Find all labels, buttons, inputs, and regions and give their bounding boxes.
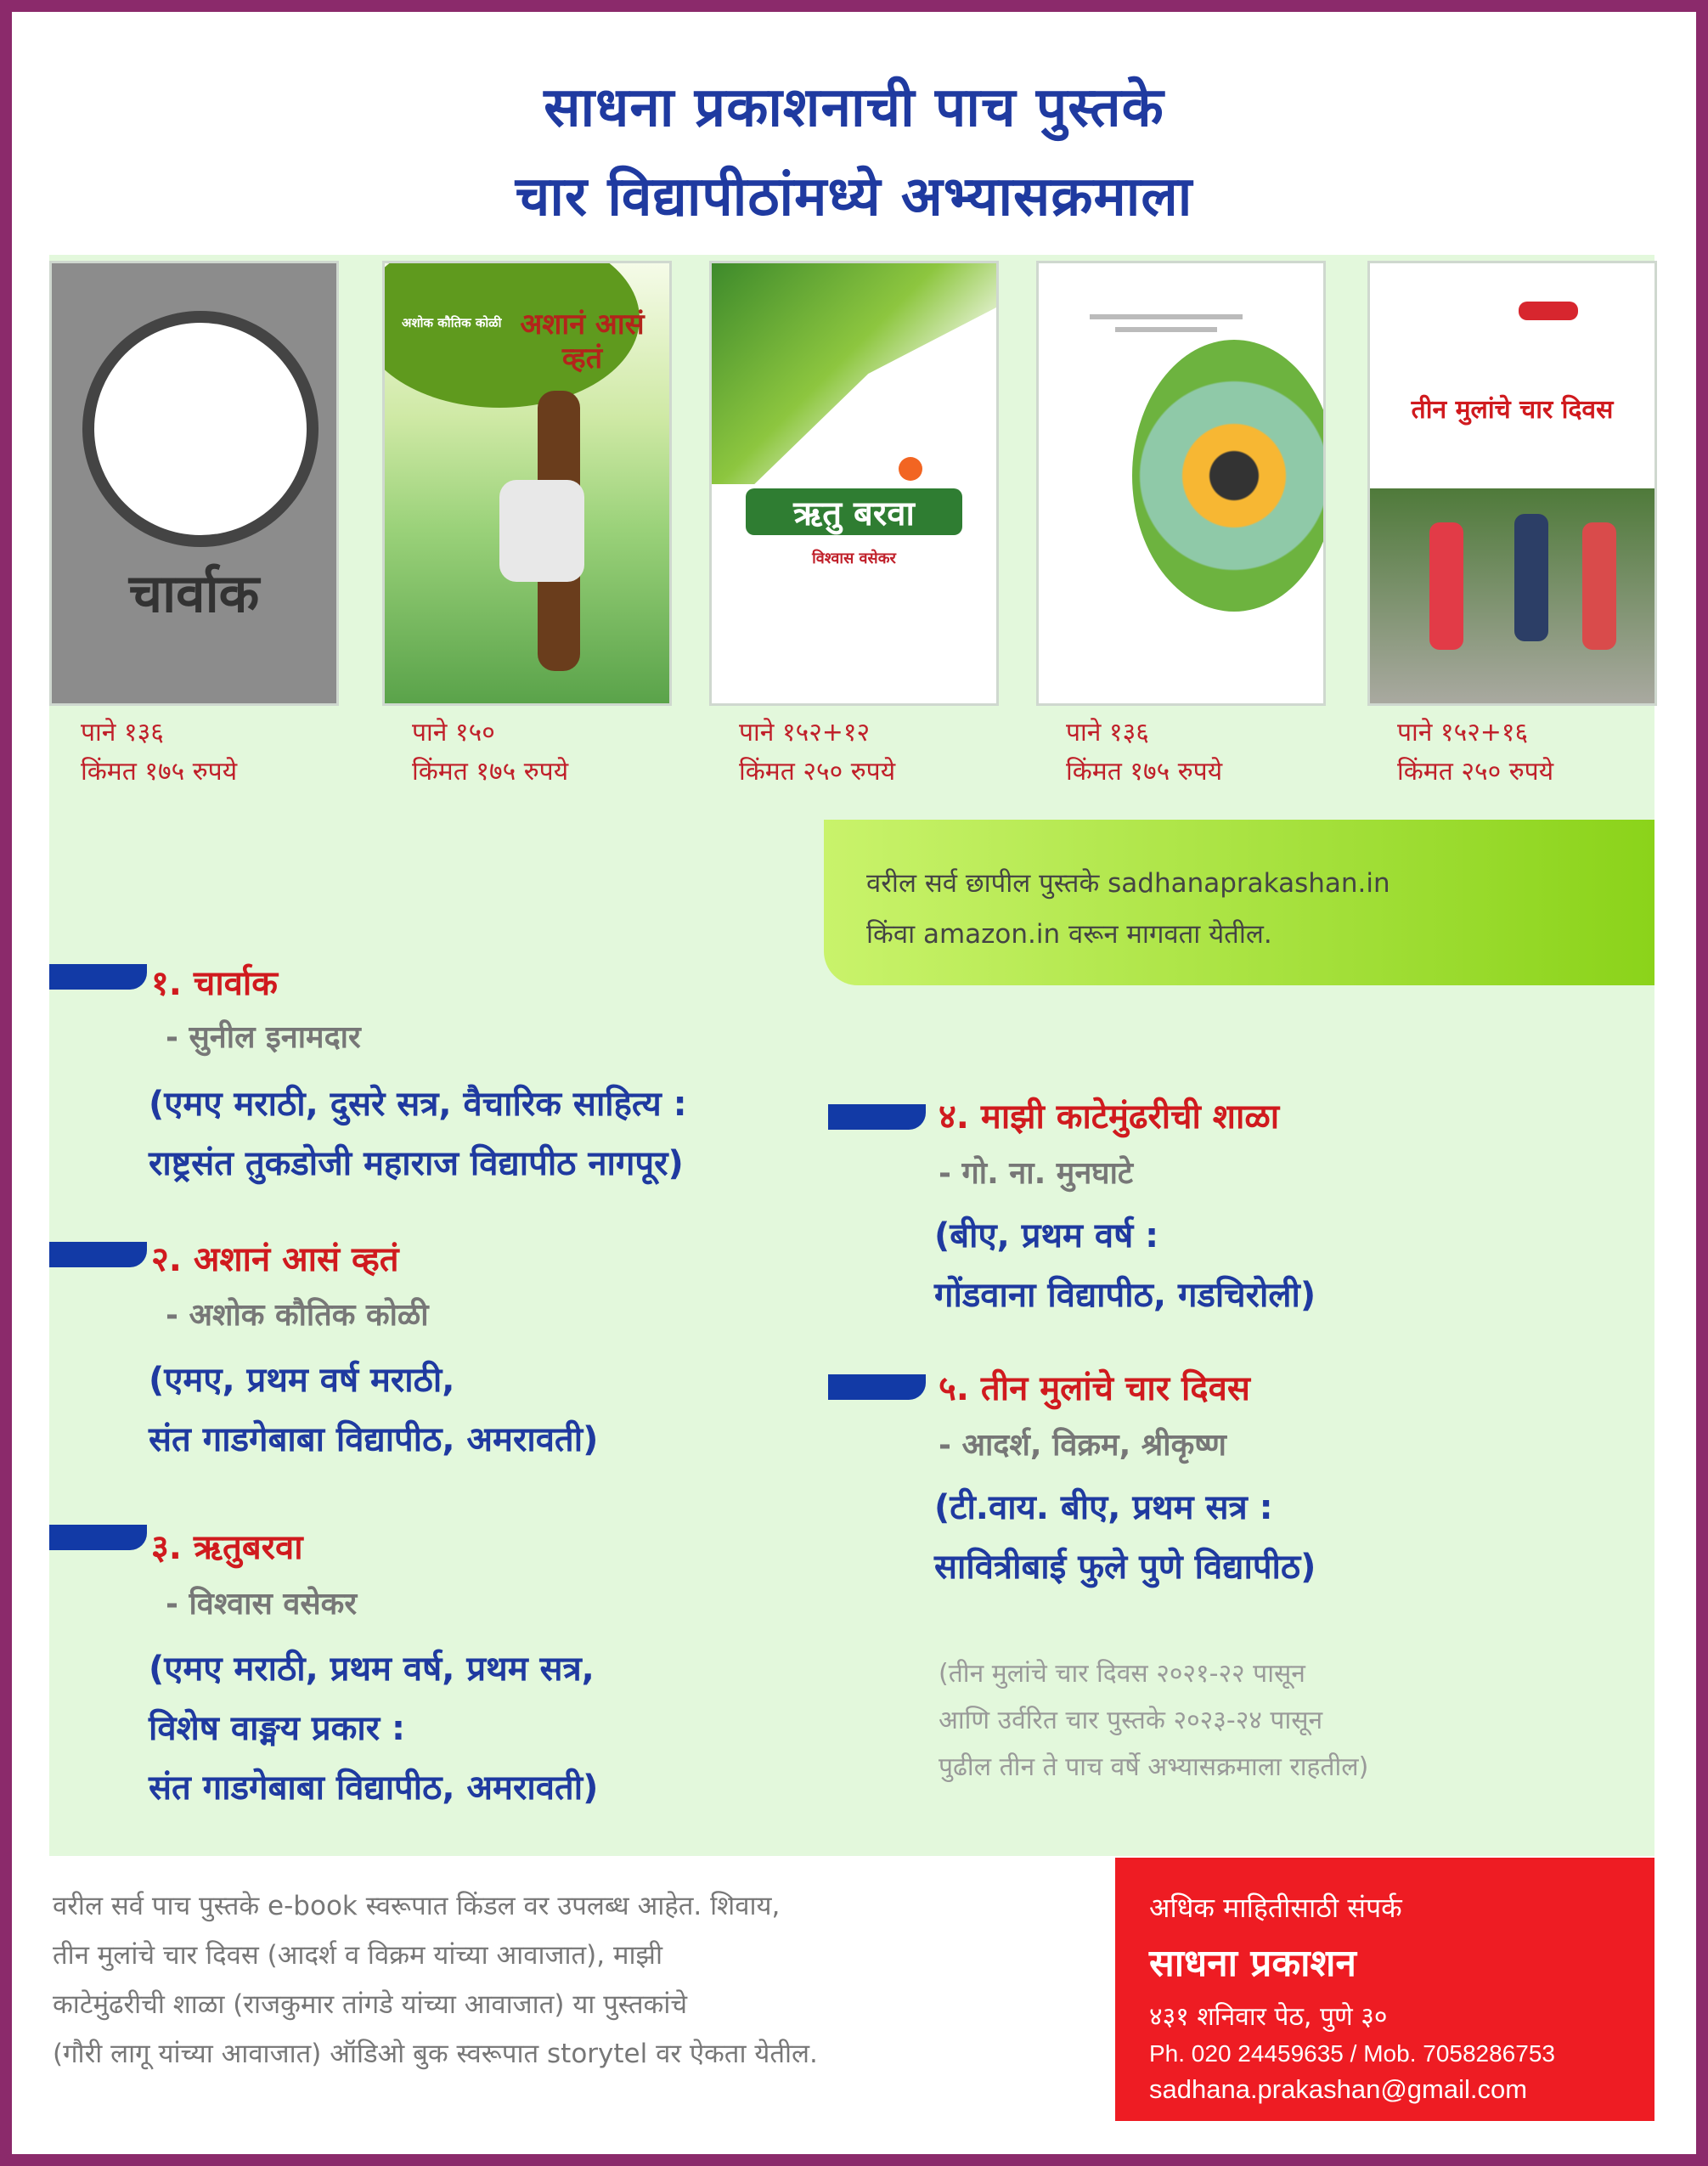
cover-rutubarva: [709, 261, 999, 706]
book-3-title: ३. ऋतुबरवा: [151, 1528, 303, 1567]
cover-author: अशोक कौतिक कोळी: [402, 315, 502, 330]
cover-katemundhari: [1036, 261, 1326, 706]
price-info-1: [81, 714, 237, 792]
publisher-phone: Ph. 020 24459635 / Mob. 7058286753: [1149, 2040, 1555, 2067]
publisher-address: ४३१ शनिवार पेठ, पुणे ३०: [1149, 2002, 1388, 2032]
cover-title: तीन मुलांचे चार दिवस: [1411, 395, 1614, 425]
eye-art: [1132, 340, 1326, 612]
course-line: गोंडवाना विद्यापीठ, गडचिरोली): [934, 1276, 1316, 1315]
sitting-boy: [499, 480, 584, 582]
pages-label: पाने १५२+१२: [739, 718, 871, 747]
publisher-email[interactable]: sadhana.prakashan@gmail.com: [1149, 2074, 1528, 2104]
price-info-5: [1397, 714, 1553, 792]
price-info-3: [739, 714, 895, 792]
course-line: सावित्रीबाई फुले पुणे विद्यापीठ): [934, 1548, 1316, 1587]
price-label: किंमत १७५ रुपये: [412, 757, 569, 787]
cover-title: अशानं आसं व्हतं: [520, 307, 645, 375]
cover-text-line: [1115, 327, 1217, 332]
online-order-box: [824, 820, 1654, 985]
book-4-author: - गो. ना. मुनघाटे: [939, 1156, 1134, 1191]
sun-dot: [899, 457, 922, 481]
note-line: वरील सर्व पाच पुस्तके e-book स्वरूपात किंडल वर उपलब्ध आहेत. शिवाय,: [53, 1891, 781, 1921]
course-line: संत गाडगेबाबा विद्यापीठ, अमरावती): [149, 1768, 599, 1808]
pages-label: पाने १५०: [412, 718, 495, 747]
note-line: काटेमुंढरीची शाळा (राजकुमार तांगडे यांच्या आवाजात) या पुस्तकांचे: [53, 1989, 688, 2020]
course-line: संत गाडगेबाबा विद्यापीठ, अमरावती): [149, 1420, 599, 1459]
note-line: पुढील तीन ते पाच वर्षे अभ्यासक्रमाला राहतील): [939, 1752, 1369, 1782]
book-1-title: १. चार्वाक: [151, 964, 279, 1003]
cover-title: ऋतु बरवा: [746, 488, 962, 535]
contact-box: [1115, 1858, 1654, 2121]
helicopter-icon: [1519, 302, 1578, 320]
cover-charvak: [49, 261, 339, 706]
note-line: आणि उर्वरित चार पुस्तके २०२३-२४ पासून: [939, 1706, 1323, 1735]
marker-tab: [49, 1242, 147, 1267]
publisher-name: साधना प्रकाशन: [1149, 1942, 1356, 1985]
cover-author: विश्वास वसेकर: [812, 550, 896, 567]
book-3-author: - विश्वास वसेकर: [166, 1587, 358, 1622]
course-line: (एमए मराठी, प्रथम वर्ष, प्रथम सत्र,: [149, 1650, 595, 1689]
course-line: राष्ट्रसंत तुकडोजी महाराज विद्यापीठ नागपूर): [149, 1144, 684, 1183]
book-2-course: [149, 1351, 598, 1469]
book-2-author: - अशोक कौतिक कोळी: [166, 1298, 429, 1333]
price-label: किंमत २५० रुपये: [1397, 757, 1554, 787]
order-line-1: वरील सर्व छापील पुस्तके sadhanaprakashan.in: [866, 868, 1390, 899]
leaves-art: [712, 263, 996, 484]
note-line: (गौरी लागू यांच्या आवाजात) ऑडिओ बुक स्वरूपात storytel वर ऐकता येतील.: [53, 2039, 818, 2069]
book-5-author: - आदर्श, विक्रम, श्रीकृष्ण: [939, 1428, 1226, 1463]
headline-line-1: साधना प्रकाशनाची पाच पुस्तके: [544, 76, 1164, 139]
course-line: विशेष वाङ्मय प्रकार :: [149, 1709, 406, 1748]
price-info-2: [412, 714, 568, 792]
book-5-title: ५. तीन मुलांचे चार दिवस: [939, 1369, 1250, 1408]
pages-label: पाने १३६: [81, 718, 164, 747]
price-info-4: [1066, 714, 1222, 792]
course-line: (एमए मराठी, दुसरे सत्र, वैचारिक साहित्य :: [149, 1085, 687, 1124]
price-label: किंमत १७५ रुपये: [81, 757, 238, 787]
note-line: तीन मुलांचे चार दिवस (आदर्श व विक्रम यांच्या आवाजात), माझी: [53, 1940, 663, 1971]
course-line: (बीए, प्रथम वर्ष :: [934, 1216, 1159, 1255]
book-1-course: [149, 1075, 687, 1193]
cyclists-photo: [1370, 488, 1654, 703]
headline-line-2: चार विद्यापीठांमध्ये अभ्यासक्रमाला: [515, 166, 1193, 228]
pages-label: पाने १५२+१६: [1397, 718, 1529, 747]
book-3-course: [149, 1639, 598, 1818]
syllabus-period-note: [939, 1650, 1368, 1791]
book-4-course: [934, 1206, 1316, 1325]
marker-tab: [828, 1104, 926, 1130]
person-figure: [1514, 514, 1548, 641]
marker-tab: [49, 964, 147, 990]
cover-teen-mulanche: [1367, 261, 1657, 706]
course-line: (टी.वाय. बीए, प्रथम सत्र :: [934, 1488, 1273, 1527]
order-line-2: किंवा amazon.in वरून मागवता येतील.: [866, 919, 1272, 950]
price-label: किंमत १७५ रुपये: [1066, 757, 1223, 787]
book-1-author: - सुनील इनामदार: [166, 1020, 361, 1055]
person-figure: [1429, 522, 1463, 650]
cover-title: चार्वाक: [128, 562, 260, 624]
marker-tab: [828, 1374, 926, 1400]
person-figure: [1582, 522, 1616, 650]
cover-text-line: [1090, 314, 1243, 319]
cover-ashanam: [382, 261, 672, 706]
note-line: (तीन मुलांचे चार दिवस २०२१-२२ पासून: [939, 1659, 1305, 1689]
marker-tab: [49, 1525, 147, 1550]
course-line: (एमए, प्रथम वर्ष मराठी,: [149, 1361, 455, 1400]
pages-label: पाने १३६: [1066, 718, 1149, 747]
book-4-title: ४. माझी काटेमुंढरीची शाळा: [939, 1097, 1280, 1137]
contact-heading: अधिक माहितीसाठी संपर्क: [1149, 1892, 1402, 1924]
book-2-title: २. अशानं आसं व्हतं: [151, 1240, 399, 1279]
book-5-course: [934, 1478, 1316, 1597]
circle-emblem: [94, 323, 307, 535]
ebook-audiobook-note: [53, 1881, 1089, 2079]
price-label: किंमत २५० रुपये: [739, 757, 896, 787]
